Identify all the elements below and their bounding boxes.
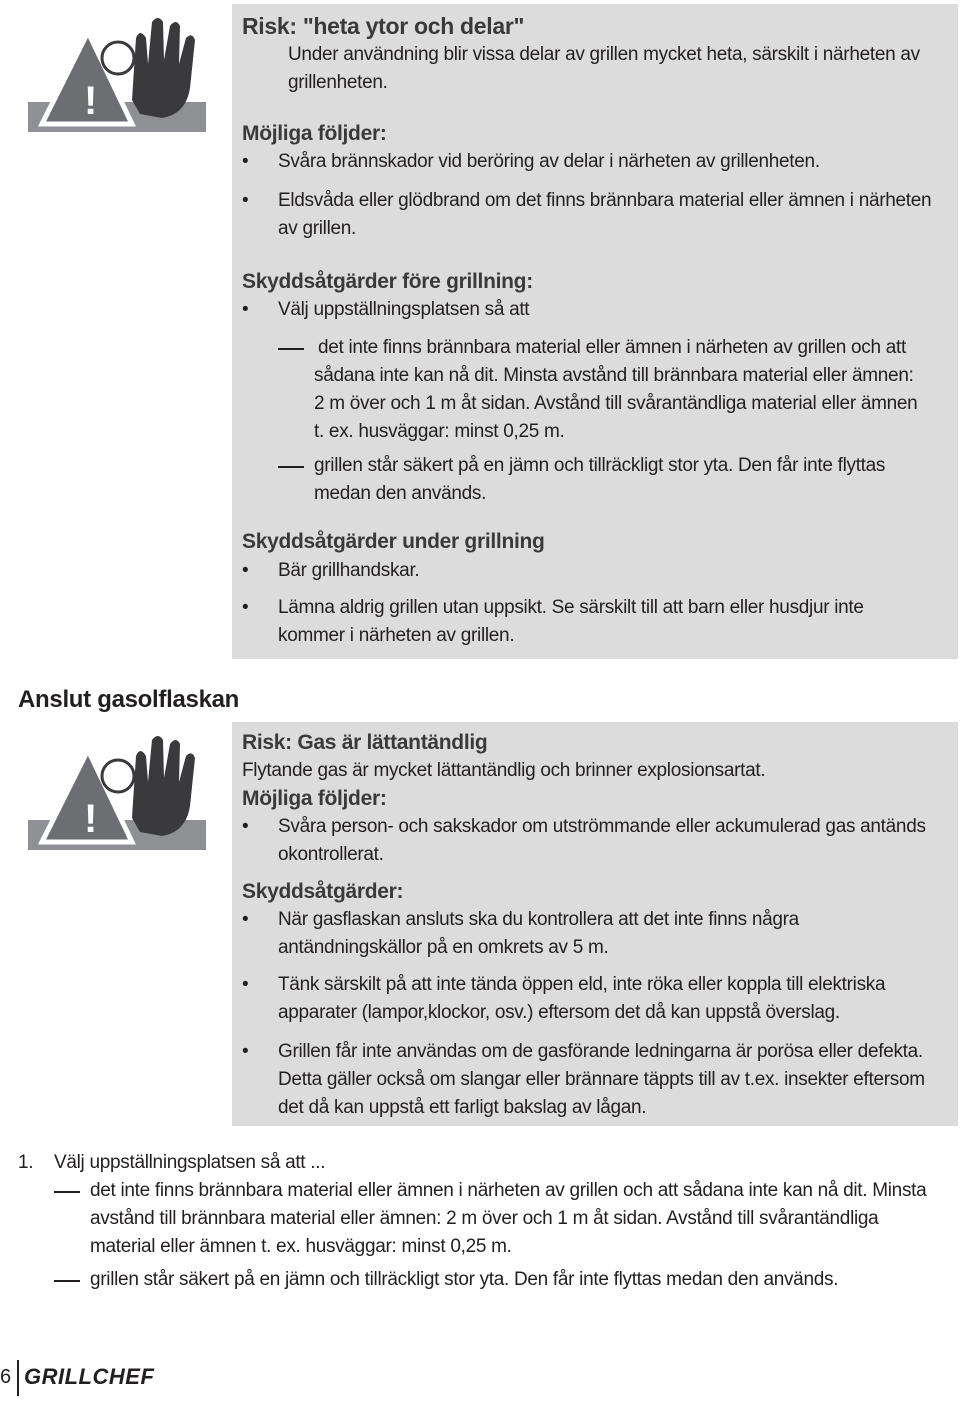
dash-icon: [54, 1191, 80, 1193]
bullet-icon: •: [242, 816, 249, 837]
list-item: det inte finns brännbara material eller ämnen i närheten av grillen och att: [318, 337, 906, 358]
bullet-icon: •: [242, 190, 249, 211]
exclamation-icon: !: [84, 79, 98, 123]
consequences-title: Möjliga följder:: [242, 122, 387, 145]
step-subitem: grillen står säkert på en jämn och tillräckligt stor yta. Den får inte flyttas medan den används.: [90, 1269, 839, 1290]
step-number: 1.: [18, 1152, 34, 1173]
risk-text: grillenheten.: [288, 72, 388, 93]
list-item: kommer i närheten av grillen.: [278, 625, 515, 646]
step-text: Välj uppställningsplatsen så att ...: [54, 1152, 326, 1173]
before-grilling-title: Skyddsåtgärder före grillning:: [242, 270, 533, 293]
page-number: 6: [0, 1366, 12, 1388]
list-item: Svåra person- och sakskador om utströmmande eller ackumulerad gas antänds: [278, 816, 926, 837]
bullet-icon: •: [242, 909, 249, 930]
list-item: 2 m över och 1 m åt sidan. Avstånd till svårantändliga material eller ämnen: [314, 393, 918, 414]
during-grilling-title: Skyddsåtgärder under grillning: [242, 530, 545, 553]
warning-hand-icon: [28, 732, 208, 852]
list-item: grillen står säkert på en jämn och tillräckligt stor yta. Den får inte flyttas: [314, 455, 886, 476]
exclamation-icon: !: [84, 797, 98, 841]
risk-text: Flytande gas är mycket lättantändlig och brinner explosionsartat.: [242, 760, 766, 781]
bullet-icon: •: [242, 974, 249, 995]
brand-logo: GRILLCHEF: [24, 1364, 155, 1389]
list-item: Svåra brännskador vid beröring av delar i närheten av grillenheten.: [278, 151, 820, 172]
section-heading: Anslut gasolflaskan: [18, 686, 240, 713]
list-item: Lämna aldrig grillen utan uppsikt. Se särskilt till att barn eller husdjur inte: [278, 597, 864, 618]
list-item: av grillen.: [278, 218, 357, 239]
step-subitem: avstånd till brännbara material eller ämnen: 2 m över och 1 m åt sidan. Avstånd till svårantändliga: [90, 1208, 879, 1229]
risk-title: Risk: Gas är lättantändlig: [242, 731, 488, 754]
list-item: Grillen får inte användas om de gasförande ledningarna är porösa eller defekta.: [278, 1041, 923, 1062]
measures-title: Skyddsåtgärder:: [242, 880, 404, 903]
bullet-icon: •: [242, 151, 249, 172]
bullet-icon: •: [242, 1041, 249, 1062]
list-item: Eldsvåda eller glödbrand om det finns brännbara material eller ämnen i närheten: [278, 190, 932, 211]
bullet-icon: •: [242, 560, 249, 581]
dash-icon: [278, 348, 304, 350]
bullet-icon: •: [242, 299, 249, 320]
list-item: Bär grillhandskar.: [278, 560, 420, 581]
risk-title: Risk: "heta ytor och delar": [242, 13, 525, 39]
bullet-icon: •: [242, 597, 249, 618]
list-item: t. ex. husväggar: minst 0,25 m.: [314, 421, 565, 442]
dash-icon: [54, 1280, 80, 1282]
list-item: medan den används.: [314, 483, 487, 504]
risk-text: Under användning blir vissa delar av grillen mycket heta, särskilt i närheten av: [288, 44, 920, 65]
list-item: apparater (lampor,klockor, osv.) eftersom det då kan uppstå överslag.: [278, 1002, 840, 1023]
footer-divider: [17, 1360, 19, 1396]
list-item: antändningskällor på en omkrets av 5 m.: [278, 937, 609, 958]
list-item: sådana inte kan nå dit. Minsta avstånd till brännbara material eller ämnen:: [314, 365, 914, 386]
list-item: det då kan uppstå ett farligt bakslag av lågan.: [278, 1097, 647, 1118]
warning-hand-icon: [28, 14, 208, 134]
list-item: Detta gäller också om slangar eller brännare täppts till av t.ex. insekter eftersom: [278, 1069, 925, 1090]
step-subitem: det inte finns brännbara material eller ämnen i närheten av grillen och att sådana inte kan nå dit. Minsta: [90, 1180, 927, 1201]
dash-icon: [278, 466, 304, 468]
step-subitem: material eller ämnen t. ex. husväggar: minst 0,25 m.: [90, 1236, 512, 1257]
list-item: När gasflaskan ansluts ska du kontrollera att det inte finns några: [278, 909, 799, 930]
list-item: Välj uppställningsplatsen så att: [278, 299, 530, 320]
consequences-title: Möjliga följder:: [242, 787, 387, 810]
list-item: Tänk särskilt på att inte tända öppen eld, inte röka eller koppla till elektriska: [278, 974, 886, 995]
list-item: okontrollerat.: [278, 844, 384, 865]
